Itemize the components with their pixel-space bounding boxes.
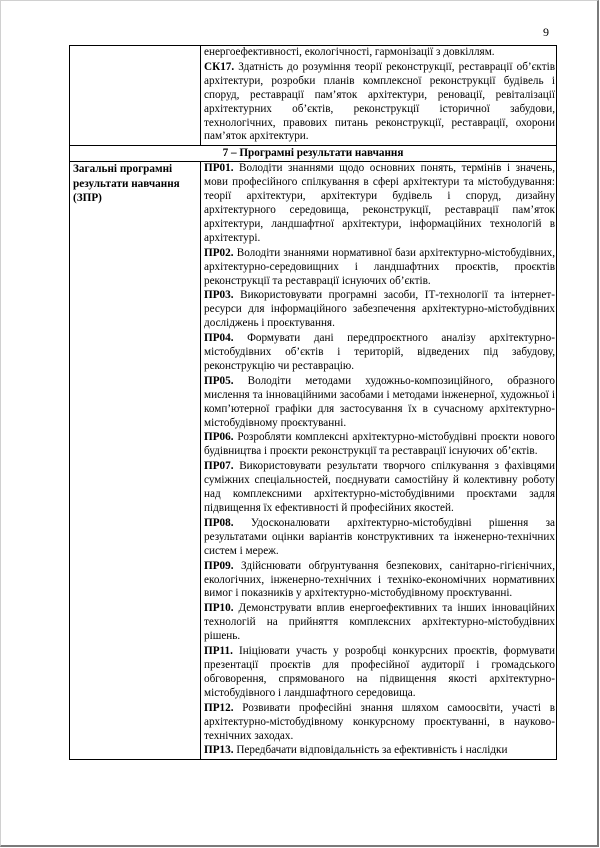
results-list (204, 162, 555, 758)
competence-cell (201, 46, 557, 146)
program-result-code: ПР11. (204, 645, 233, 658)
empty-left-cell (70, 46, 201, 146)
results-cell (201, 162, 557, 760)
program-result-text: Ініціювати участь у розробці конкурсних проєктів, формувати презентації проєктів для професійної аудиторії і громадського обговорення, спрямованого на підвищення якості архітектурно-містобудівного і ландшафтного середовища. (204, 645, 555, 699)
program-result-text: Формувати дані передпроєктного аналізу архітектурно-містобудівних об’єктів і територій, відведених під забудову, реконструкцію чи реставрацію. (204, 332, 555, 372)
program-result-item (204, 460, 555, 516)
continuation-text: енергоефективності, екологічності, гармонізації з довкіллям. (204, 46, 495, 58)
program-result-item (204, 162, 555, 245)
program-result-text: Використовувати програмні засоби, ІТ-технології та інтернет-ресурси для інформаційного забезпечення архітектурно-містобудівних досліджень і проєктування. (204, 289, 555, 330)
program-result-text: Удосконалювати архітектурно-містобудівні рішення за результатами оцінки варіантів конструктивних та інженерно-технічних систем і мереж. (204, 516, 555, 557)
program-result-text: Передбачати відповідальність за ефективність і наслідки (233, 744, 508, 757)
sk17-text: Здатність до розуміння теорії реконструкції, реставрації об’єктів архітектури, розробки планів комплексної реконструкції будівель і споруд, реставрації пам’яток архітектури, реновації, ревіталізації архітектурних об’єктів, реконструкції історичної забудови, технологічних, правових питань реконструкції, реставрації, охорони пам’яток архітектури. (204, 60, 555, 143)
competence-sk17 (204, 61, 555, 144)
program-result-text: Володіти методами художньо-композиційного, образного мислення та інноваційними засобами і методами інженерної, художньої і комп’ютерної графіки для застосування їх в сучасному архітектурно-містобудівному проєктуванні. (204, 374, 555, 429)
program-result-text: Розробляти комплексні архітектурно-містобудівні проєкти нового будівництва і проєкти реконструкції та реставрації існуючих об’єктів. (204, 431, 555, 458)
program-result-text: Використовувати результати творчого спілкування з фахівцями суміжних спеціальностей, поєднувати самостійну й колективну роботу над комплексними архітектурно-містобудівними проєктами задля підвищення їх ефективності й професійних якостей. (204, 460, 555, 514)
program-result-code: ПР10. (204, 602, 234, 615)
program-result-text: Володіти знаннями нормативної бази архітектурно-містобудівних, архітектурно-середовищних і ландшафтних проєктів, проєктів реконструкції та реставрації існуючих об’єктів. (204, 246, 555, 287)
program-result-code: ПР06. (204, 431, 234, 444)
zpr-label: Загальні програмні результати навчання (ЗПР) (70, 162, 201, 760)
program-result-code: ПР01. (204, 162, 234, 175)
program-result-item (204, 744, 555, 758)
program-result-code: ПР07. (204, 460, 234, 473)
program-result-item (204, 375, 555, 431)
program-result-item (204, 602, 555, 644)
page-number: 9 (543, 25, 549, 39)
table-row-section-title (70, 146, 557, 162)
program-result-item (204, 560, 555, 602)
program-result-code: ПР02. (204, 246, 234, 259)
section-title: 7 – Програмні результати навчання (70, 146, 557, 162)
program-result-code: ПР12. (204, 701, 234, 714)
program-result-item (204, 517, 555, 559)
program-result-text: Здійснювати обґрунтування безпекових, санітарно-гігієнічних, екологічних, інженерно-технічних і техніко-економічних нормативних вимог і показників у архітектурно-містобудівному проєктуванні. (204, 559, 555, 600)
program-result-code: ПР09. (204, 559, 234, 572)
sk17-code: СК17. (204, 60, 235, 73)
program-result-item (204, 289, 555, 331)
table-row-results (70, 162, 557, 760)
program-result-code: ПР13. (204, 744, 234, 757)
program-result-code: ПР05. (204, 374, 234, 387)
program-result-item (204, 247, 555, 289)
program-result-item (204, 431, 555, 459)
program-result-code: ПР08. (204, 516, 234, 529)
program-result-text: Володіти знаннями щодо основних понять, термінів і значень, мови професійного спілкування в сфері архітектури та містобудування: теорії архітектури, архітектури будівель і споруд, дизайну архітектурного середовища, реконструкції, реставрації пам’яток архітектури, ландшафтної архітектури, інформаційних технологій в архітектурі. (204, 162, 555, 244)
program-result-item (204, 702, 555, 744)
program-result-code: ПР03. (204, 289, 234, 302)
table-row-competences (70, 46, 557, 146)
program-result-text: Демонструвати вплив енергоефективних та інших інноваційних технологій на прийняття комплексних архітектурно-містобудівних рішень. (204, 602, 555, 643)
program-result-item (204, 645, 555, 701)
program-result-code: ПР04. (204, 332, 234, 345)
program-result-item (204, 332, 555, 374)
program-result-text: Розвивати професійні знання шляхом самоосвіти, участі в архітектурно-містобудівному конкурсному проєктуванні, в науково-технічних заходах. (204, 701, 555, 742)
program-table (69, 45, 557, 760)
